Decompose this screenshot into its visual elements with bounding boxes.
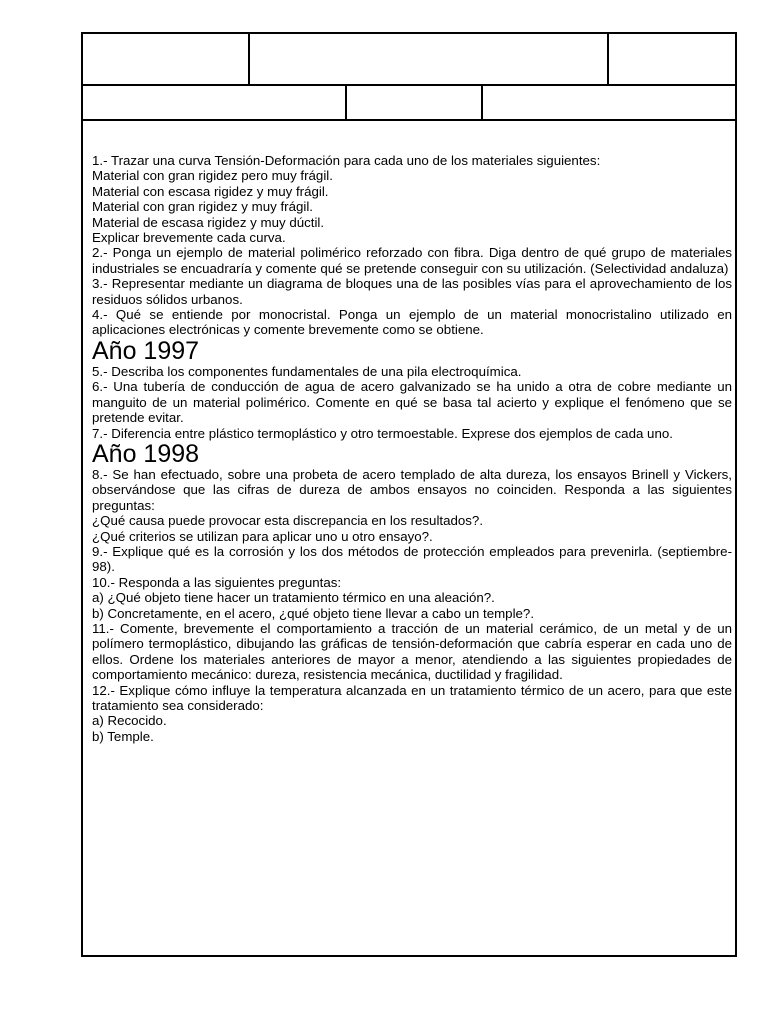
header-row-bottom [83,86,735,121]
question-line: Material con gran rigidez y muy frágil. [92,199,313,215]
question-8 [92,467,732,544]
question-line: 1.- Trazar una curva Tensión-Deformación para cada uno de los materiales siguientes: [92,153,601,168]
question-6: 6.- Una tubería de conducción de agua de acero galvanizado se ha unido a otra de cobre mediante un manguito de un material polimérico. Comente en qué se basa tal acierto y explique el fenómeno que se pretende evitar. [92,379,732,426]
question-1 [92,153,732,245]
question-7: 7.- Diferencia entre plástico termoplástico y otro termoestable. Exprese dos ejemplos de cada uno. [92,425,673,441]
questions-body [92,153,732,744]
question-line: Material con gran rigidez pero muy frágil. [92,168,333,184]
question-5: 5.- Describa los componentes fundamentales de una pila electroquímica. [92,363,522,379]
year-heading-1998: Año 1998 [92,439,200,468]
question-4: 4.- Qué se entiende por monocristal. Ponga un ejemplo de un material monocristalino utilizado en aplicaciones electrónicas y comente brevemente como se obtiene. [92,307,732,338]
header-cell [250,34,609,84]
header-cell [83,34,250,84]
question-2: 2.- Ponga un ejemplo de material polimérico reforzado con fibra. Diga dentro de qué grupo de materiales industriales se encuadraría y comente qué se pretende conseguir con su utilización. (Selectividad andaluza) [92,245,732,276]
question-11: 11.- Comente, brevemente el comportamiento a tracción de un material cerámico, de un metal y de un polímero termoplástico, dibujando las gráficas de tensión-deformación que cabría esperar en cada uno de ellos. Ordene los materiales anteriores de mayor a menor, atendiendo a las siguientes propiedades de comportamiento mecánico: dureza, resistencia mecánica, ductilidad y fragilidad. [92,620,732,683]
header-row-top [83,34,735,86]
question-line: Material de escasa rigidez y muy dúctil. [92,214,325,230]
question-line: ¿Qué criterios se utilizan para aplicar uno u otro ensayo?. [92,528,433,544]
question-line: b) Temple. [92,728,154,744]
question-text: 8.- Se han efectuado, sobre una probeta de acero templado de alta dureza, los ensayos Brinell y Vickers, observándose que las cifras de dureza de ambos ensayos no coinciden. Responda a las siguientes preguntas: [92,466,732,513]
question-text: 12.- Explique cómo influye la temperatura alcanzada en un tratamiento térmico de un acero, para que este tratamiento sea considerado: [92,682,732,713]
question-9: 9.- Explique qué es la corrosión y los dos métodos de protección empleados para prevenirla. (septiembre-98). [92,543,732,575]
question-line: 10.- Responda a las siguientes preguntas: [92,574,342,590]
header-cell [83,86,347,119]
question-line: b) Concretamente, en el acero, ¿qué objeto tiene llevar a cabo un temple?. [92,605,535,621]
question-3: 3.- Representar mediante un diagrama de bloques una de las posibles vías para el aprovechamiento de los residuos sólidos urbanos. [92,276,732,307]
question-line: Material con escasa rigidez y muy frágil. [92,183,329,199]
question-line: a) Recocido. [92,713,167,729]
question-line: ¿Qué causa puede provocar esta discrepancia en los resultados?. [92,513,484,529]
exam-sheet [81,32,737,957]
question-10 [92,575,732,621]
question-12 [92,683,732,745]
year-heading-1997: Año 1997 [92,336,200,365]
header-cell [347,86,483,119]
question-line: a) ¿Qué objeto tiene hacer un tratamiento térmico en una aleación?. [92,590,495,606]
question-line: Explicar brevemente cada curva. [92,230,286,246]
